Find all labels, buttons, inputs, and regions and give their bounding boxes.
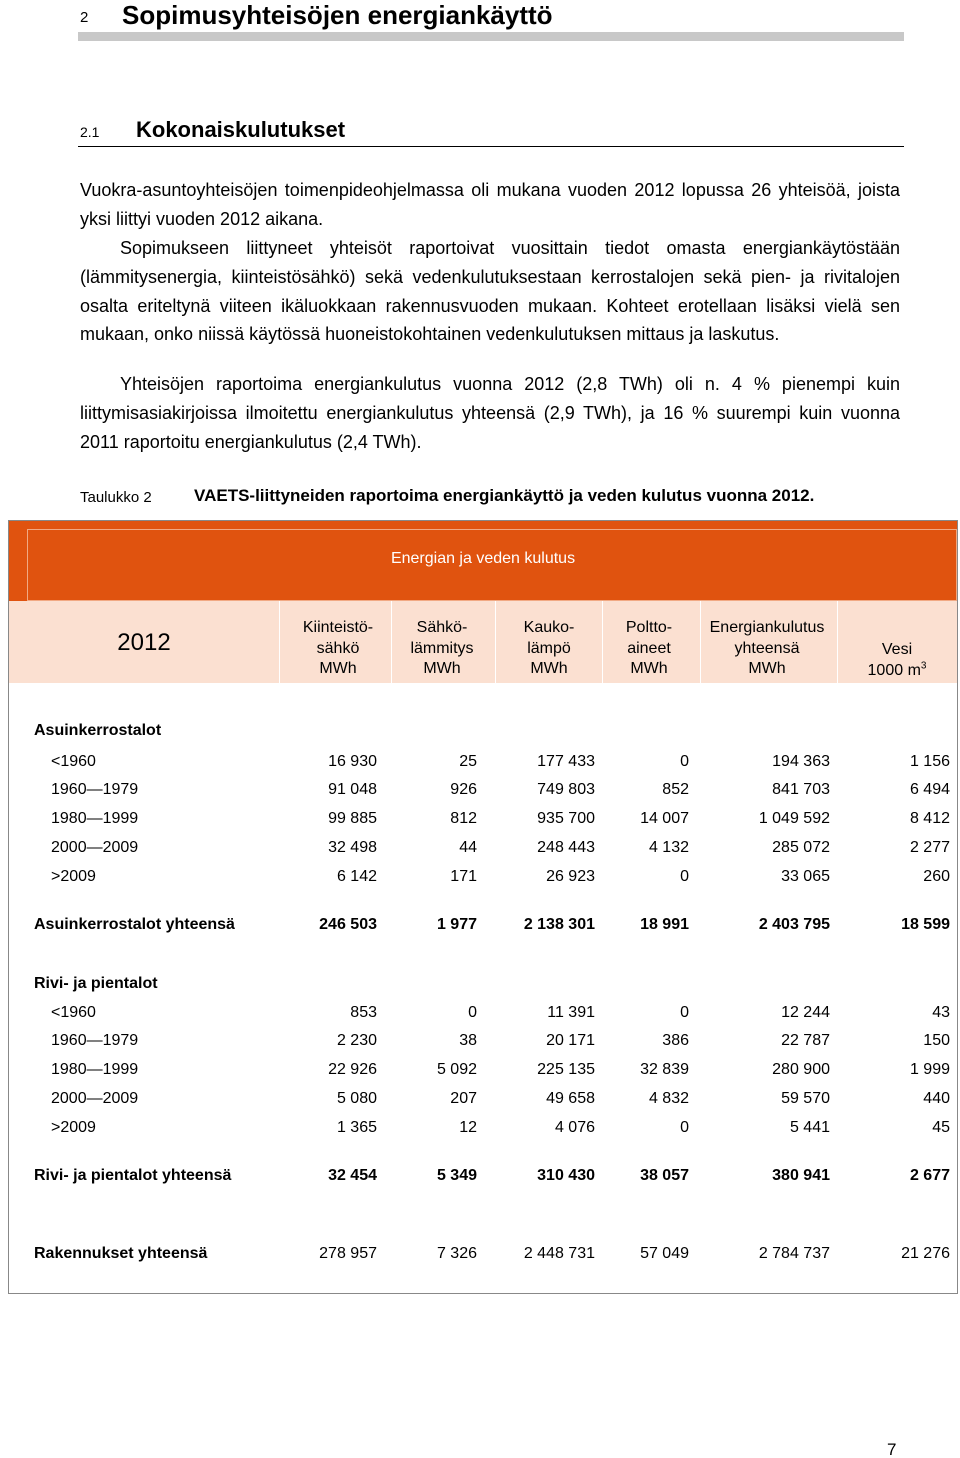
row-label: 2000—2009 [51,1090,139,1107]
table-cell: 852 [662,781,689,798]
column-header [499,618,599,680]
column-header-sup: 3 [920,660,927,672]
table-cell: 386 [662,1032,689,1049]
paragraph-2: Sopimukseen liittyneet yhteisöt raportoivat vuosittain tiedot omasta energiankäytöstään (lämmitysenergia, kiinteistösähkö) sekä vedenkulutuksestaan kerrostalojen sekä pien- ja rivitalojen osalta eriteltynä viiteen ikäluokkaan rakennusvuoden mukaan. Kohteet erotellaan lisäksi vielä sen mukaan, onko niissä käytössä huoneistokohtainen vedenkulutuksen mittaus ja laskutus. [80,238,900,345]
table-cell: 26 923 [546,868,595,885]
table-cell: 278 957 [319,1245,377,1262]
table-cell: 11 391 [547,1004,595,1021]
column-header-line: MWh [748,660,786,677]
paragraph-1: Vuokra-asuntoyhteisöjen toimenpideohjelmassa oli mukana vuoden 2012 lopussa 26 yhteisöä, joista yksi liittyi vuoden 2012 aikana. [80,180,900,229]
table-cell: 21 276 [901,1245,950,1262]
header-separator [495,601,496,683]
table-cell: 150 [923,1032,950,1049]
table-cell: 1 049 592 [758,810,830,827]
table-cell: 440 [923,1090,950,1107]
column-header [392,618,492,680]
column-header-line: MWh [530,660,568,677]
table-row [9,1056,957,1084]
table-cell: 22 926 [328,1061,377,1078]
table-row [9,1085,957,1113]
table-cell: 5 092 [436,1061,477,1078]
table-cell: 853 [350,1004,377,1021]
table-cell: 57 049 [640,1245,689,1262]
table-cell: 1 999 [909,1061,950,1078]
column-header [599,618,699,680]
chapter-heading [78,0,904,42]
caption-text: VAETS-liittyneiden raportoima energiankäyttö ja veden kulutus vuonna 2012. [194,486,815,505]
table-row [9,834,957,862]
table-cell: 194 363 [772,753,830,770]
row-label: Asuinkerrostalot yhteensä [34,916,235,933]
table-cell: 207 [450,1090,477,1107]
table-cell: 2 277 [909,839,950,856]
table-cell: 18 991 [640,916,689,933]
column-header-line: MWh [319,660,357,677]
band-title: Energian ja veden kulutus [390,550,576,567]
table-row [9,863,957,891]
column-header-line: Energiankulutus [709,619,825,636]
table-cell: 33 065 [781,868,830,885]
table-row [9,776,957,804]
chapter-rule [78,32,904,41]
table-row [9,748,957,776]
row-label: Rivi- ja pientalot yhteensä [34,1167,232,1184]
table-cell: 4 832 [648,1090,689,1107]
row-label: >2009 [51,868,96,885]
row-label: <1960 [51,753,96,770]
table-cell: 91 048 [328,781,377,798]
column-header [283,618,393,680]
table-band [9,521,957,601]
table-cell: 0 [680,1004,689,1021]
table-header [9,601,957,683]
table-cell: 285 072 [772,839,830,856]
table-cell: 2 677 [909,1167,950,1184]
row-label: 1960—1979 [51,1032,139,1049]
row-label: <1960 [51,1004,96,1021]
table-cell: 5 080 [336,1090,377,1107]
column-header-unit: 1000 m [867,661,921,679]
table-cell: 7 326 [436,1245,477,1262]
paragraph-3: Yhteisöjen raportoima energiankulutus vuonna 2012 (2,8 TWh) oli n. 4 % pienempi kuin liittymisasiakirjoissa ilmoitettu energiankulutus yhteensä (2,9 TWh), ja 16 % suurempi kuin vuonna 2011 raportoitu energiankulutus (2,4 TWh). [80,374,900,452]
energy-table [8,520,958,1294]
total-row [9,1162,957,1190]
column-header-line: yhteensä [734,639,800,657]
column-header-line: lämmitys [410,639,474,657]
table-cell: 99 885 [328,810,377,827]
row-label: 1960—1979 [51,781,139,798]
table-cell: 2 784 737 [758,1245,830,1262]
table-cell: 32 454 [328,1167,377,1184]
row-label: Rakennukset yhteensä [34,1245,208,1262]
section-number: 2.1 [80,124,100,140]
table-row [9,1114,957,1142]
column-header-line: Kiinteistö- [302,619,374,636]
table-cell: 935 700 [537,810,595,827]
table-cell: 0 [680,868,689,885]
total-row [9,911,957,939]
column-header-line: Vesi [881,641,913,658]
table-cell: 32 498 [328,839,377,856]
table-cell: 260 [923,868,950,885]
table-cell: 4 132 [648,839,689,856]
table-cell: 6 142 [336,868,377,885]
table-cell: 38 [459,1032,477,1049]
table-cell: 0 [680,753,689,770]
table-cell: 310 430 [537,1167,595,1184]
table-cell: 812 [450,810,477,827]
table-cell: 44 [459,839,477,856]
header-year: 2012 [117,629,171,656]
row-label: 1980—1999 [51,810,139,827]
table-cell: 2 403 795 [758,916,830,933]
table-cell: 49 658 [546,1090,595,1107]
table-row [9,999,957,1027]
table-cell: 38 057 [640,1167,689,1184]
table-cell: 841 703 [772,781,830,798]
table-cell: 2 138 301 [523,916,595,933]
table-cell: 0 [468,1004,477,1021]
table-cell: 1 365 [336,1119,377,1136]
table-cell: 0 [680,1119,689,1136]
table-cell: 20 171 [546,1032,595,1049]
table-cell: 225 135 [537,1061,595,1078]
row-label: Rivi- ja pientalot [34,975,158,992]
chapter-title: Sopimusyhteisöjen energiankäyttö [122,0,553,30]
table-cell: 177 433 [537,753,595,770]
column-header-line: aineet [627,639,671,657]
column-header-line [842,661,952,682]
table-cell: 43 [932,1004,950,1021]
table-cell: 5 441 [789,1119,830,1136]
row-label: 1980—1999 [51,1061,139,1078]
table-cell: 14 007 [640,810,689,827]
table-cell: 280 900 [772,1061,830,1078]
table-cell: 32 839 [640,1061,689,1078]
column-header-line: sähkö [316,639,360,657]
table-cell: 59 570 [781,1090,830,1107]
table-cell: 12 [459,1119,477,1136]
table-cell: 22 787 [781,1032,830,1049]
column-header-line: MWh [630,660,668,677]
table-row [9,1027,957,1055]
column-header-line: MWh [423,660,461,677]
table-cell: 12 244 [781,1004,830,1021]
column-header [842,640,952,681]
caption-label: Taulukko 2 [80,489,152,506]
group-header-row [9,970,957,998]
column-header-line: lämpö [527,639,571,657]
table-cell: 2 448 731 [523,1245,595,1262]
header-separator [279,601,280,683]
column-header-line: Poltto- [625,619,673,636]
page-number: 7 [887,1440,897,1458]
table-cell: 1 977 [436,916,477,933]
section-heading [78,112,904,148]
table-cell: 2 230 [336,1032,377,1049]
group-header-row [9,717,957,745]
table-cell: 1 156 [909,753,950,770]
table-cell: 926 [450,781,477,798]
table-cell: 749 803 [537,781,595,798]
section-title: Kokonaiskulutukset [136,117,346,142]
chapter-number: 2 [80,9,89,26]
table-cell: 380 941 [772,1167,830,1184]
row-label: >2009 [51,1119,96,1136]
table-cell: 18 599 [901,916,950,933]
table-cell: 246 503 [319,916,377,933]
column-header-line: Sähkö- [416,619,468,636]
column-header-line: Kauko- [523,619,575,636]
total-row [9,1240,957,1268]
table-cell: 4 076 [554,1119,595,1136]
table-cell: 25 [459,753,477,770]
table-cell: 45 [932,1119,950,1136]
table-row [9,805,957,833]
table-cell: 8 412 [909,810,950,827]
table-caption [80,484,904,512]
table-cell: 16 930 [328,753,377,770]
row-label: Asuinkerrostalot [34,722,162,739]
row-label: 2000—2009 [51,839,139,856]
table-cell: 6 494 [909,781,950,798]
table-cell: 171 [450,868,477,885]
section-rule [78,146,904,147]
table-cell: 248 443 [537,839,595,856]
table-cell: 5 349 [436,1167,477,1184]
column-header [692,618,842,680]
